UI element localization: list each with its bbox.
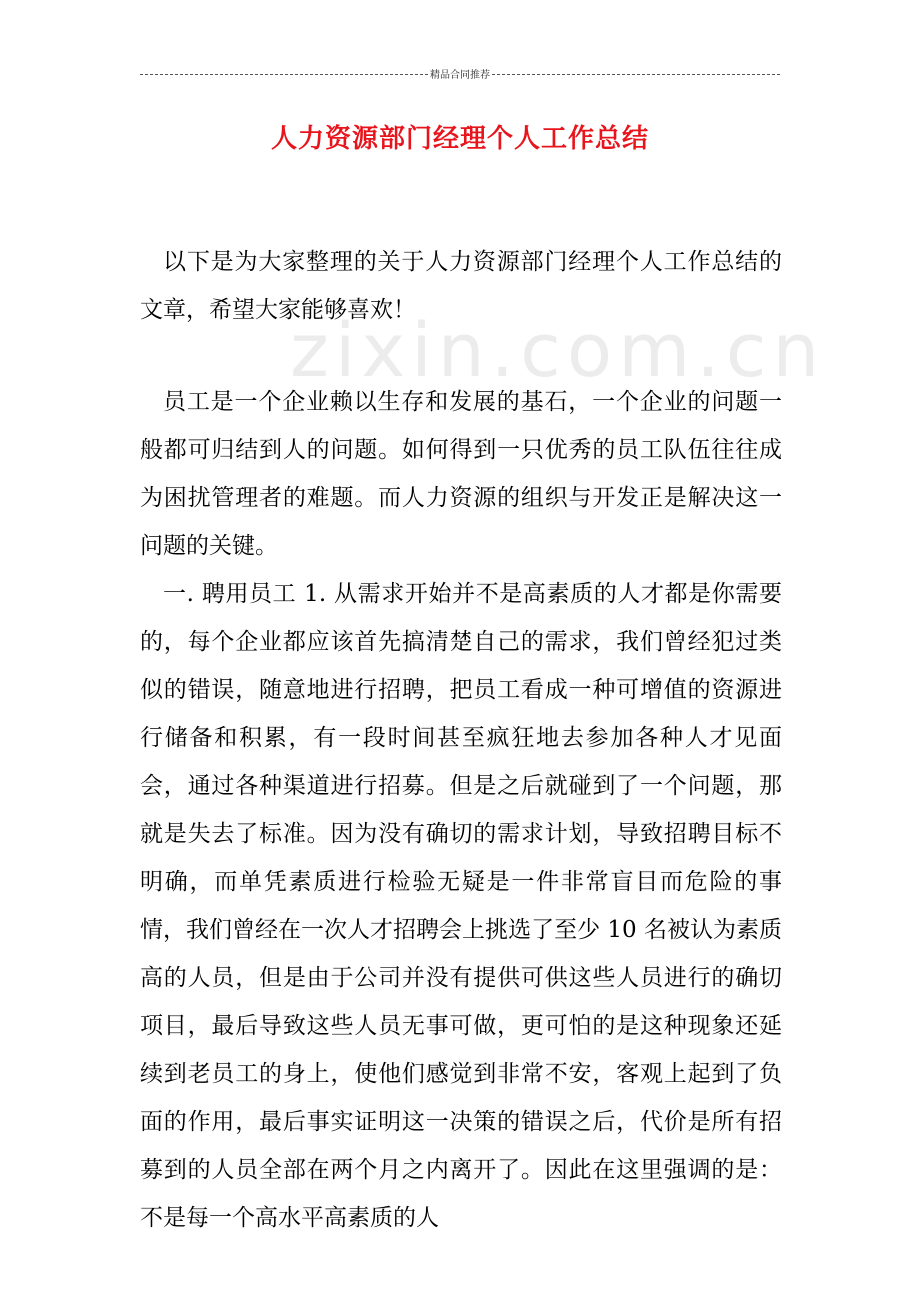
page-header [140,66,780,81]
paragraph-intro: 以下是为大家整理的关于人力资源部门经理个人工作总结的文章，希望大家能够喜欢！ [140,249,782,323]
document-title: 人力资源部门经理个人工作总结 [270,124,649,154]
header-dash-left [140,74,428,75]
header-label: 精品合同推荐 [430,70,490,81]
paragraph-hiring: 一. 聘用员工 1. 从需求开始并不是高素质的人才都是你需要的，每个企业都应该首先搞清楚自己的需求，我们曾经犯过类似的错误，随意地进行招聘，把员工看成一种可增值的资源进行储备和积累，有一段时间甚至疯狂地去参加各种人才见面会，通过各种渠道进行招募。但是之后就碰到了一个问题，那就是失去了标准。因为没有确切的需求计划，导致招聘目标不明确，而单凭素质进行检验无疑是一件非常盲目而危险的事情，我们曾经在一次人才招聘会上挑选了至少 10 名被认为素质高的人员，但是由于公司并没有提供可供这些人员进行的确切项目，最后导致这些人员无事可做，更可怕的是这种现象还延续到老员工的身上，使他们感觉到非常不安，客观上起到了负面的作用，最后事实证明这一决策的错误之后，代价是所有招募到的人员全部在两个月之内离开了。因此在这里强调的是：不是每一个高水平高素质的人 [140,581,782,1231]
watermark: zixin.com.cn [290,308,826,394]
paragraph-employees: 员工是一个企业赖以生存和发展的基石，一个企业的问题一般都可归结到人的问题。如何得到一只优秀的员工队伍往往成为困扰管理者的难题。而人力资源的组织与开发正是解决这一问题的关键。 [140,389,782,559]
header-dash-right [492,74,780,75]
